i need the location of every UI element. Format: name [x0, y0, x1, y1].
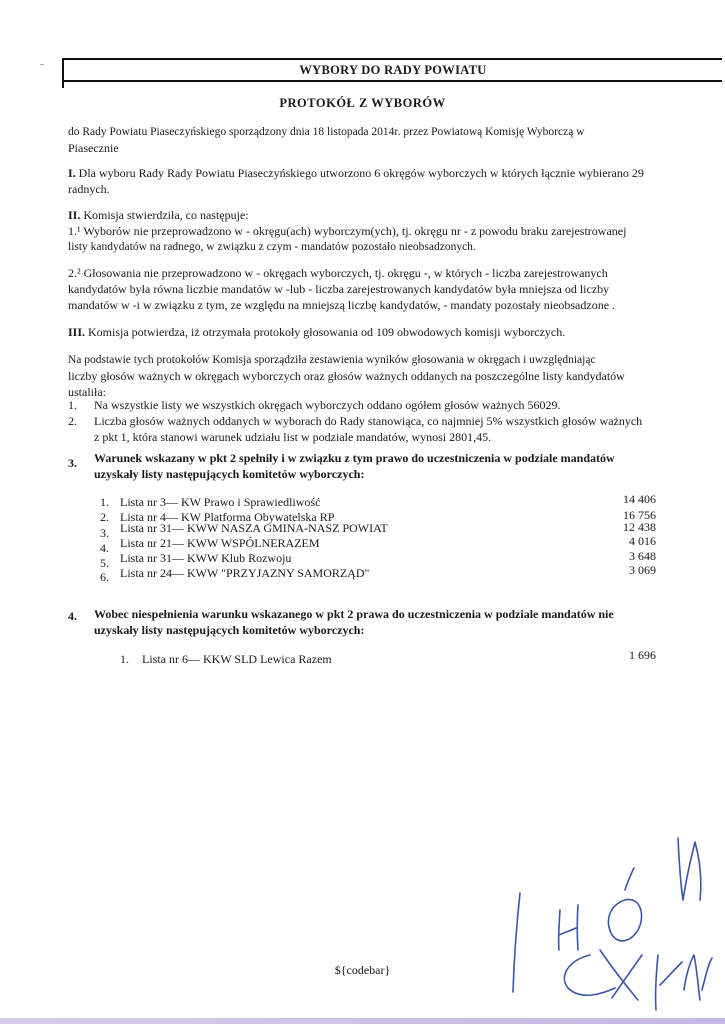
section-2-p1-line-2: listy kandydatów na radnego, w związku z czym - mandatów pozostało nieobsadzonych. — [68, 241, 476, 253]
section-1-line-2: radnych. — [68, 182, 110, 196]
excluded-list-1-label: Lista nr 6— KKW SLD Lewica Razem — [142, 652, 332, 666]
list-row-1-number: 1. — [100, 495, 109, 509]
list-row-4-label: Lista nr 21— KWW WSPÓLNERAZEM — [120, 536, 320, 550]
list-row-6-label: Lista nr 24— KWW "PRZYJAZNY SAMORZĄD" — [120, 566, 370, 580]
intro-line-1: do Rady Powiatu Piaseczyńskiego sporządzony dnia 18 listopada 2014r. przez Powiatową Komisję Wyborczą w — [68, 126, 585, 138]
point-4-heading-line-1: Wobec niespełnienia warunku wskazanego w pkt 2 prawa do uczestniczenia w podziale mandatów nie — [94, 607, 614, 621]
basis-line-1: Na podstawie tych protokołów Komisja sporządziła zestawienia wyników głosowania w okręgach i uwzględniając — [68, 354, 596, 366]
section-2-p2-line-3: mandatów w -i w związku z tym, ze względu na mniejszą liczbę kandydatów, - mandaty pozostały nieobsadzone . — [68, 298, 616, 312]
excluded-list-1-number: 1. — [120, 652, 129, 666]
list-row-3-votes: 12 438 — [623, 520, 656, 534]
list-row-2-label: Lista nr 4— KW Platforma Obywatelska RP — [120, 510, 335, 524]
list-row-4-number: 4. — [100, 541, 109, 555]
list-row-2-number: 2. — [100, 510, 109, 524]
codebar-placeholder: ${codebar} — [334, 963, 391, 977]
section-3-marker: III. — [68, 325, 86, 339]
section-2-p2-line-2: kandydatów była równa liczbie mandatów w -lub - liczba zarejestrowanych kandydatów była mniejsza od liczby — [68, 282, 610, 296]
list-row-4-votes: 4 016 — [629, 534, 656, 548]
finding-2-number: 2. — [68, 414, 77, 428]
protocol-title: PROTOKÓŁ Z WYBORÓW — [279, 96, 446, 110]
basis-line-2: liczby głosów ważnych w okręgach wyborczych oraz głosów ważnych oddanych na poszczególne listy kandydatów — [68, 369, 625, 383]
point-3-number: 3. — [68, 456, 77, 470]
intro-line-2: Piasecznie — [68, 141, 119, 155]
list-row-1-votes: 14 406 — [623, 492, 656, 506]
section-1-marker: I. — [68, 166, 76, 180]
header-title: WYBORY DO RADY POWIATU — [299, 63, 487, 77]
excluded-list-1-votes: 1 696 — [629, 648, 656, 662]
point-3-heading-line-2: uzyskały listy następujących komitetów wyborczych: — [94, 467, 365, 481]
basis-line-3: ustaliła: — [68, 385, 106, 399]
signature-stroke-2 — [559, 905, 578, 950]
list-row-3-label: Lista nr 31— KWW NASZA GMINA-NASZ POWIAT — [120, 521, 388, 535]
finding-2-text-line-2: z pkt 1, która stanowi warunek udziału list w podziale mandatów, wynosi 2801,45. — [94, 430, 492, 444]
signature-stroke-3 — [608, 868, 641, 941]
section-1-text: Dla wyboru Rady Rady Powiatu Piaseczyńskiego utworzono 6 okręgów wyborczych w których łącznie wybierano 29 — [78, 166, 644, 180]
finding-1-text: Na wszystkie listy we wszystkich okręgach wyborczych oddano ogółem głosów ważnych 56029. — [94, 398, 561, 412]
point-4-number: 4. — [68, 609, 77, 623]
section-2-marker: II. — [68, 208, 81, 222]
section-3-text: Komisja potwierdza, iż otrzymała protokoły głosowania od 109 obwodowych komisji wyborczych. — [88, 325, 566, 339]
signature-stroke-4 — [678, 838, 701, 900]
list-row-1-label: Lista nr 3— KW Prawo i Sprawiedliwość — [120, 495, 321, 509]
section-2-p2-line-1: 2.² Głosowania nie przeprowadzono w - okręgach wyborczych, tj. okręgu -, w których - liczba zarejestrowanych — [68, 266, 608, 280]
finding-2-text-line-1: Liczba głosów ważnych oddanych w wyborach do Rady stanowiąca, co najmniej 5% wszystkich głosów ważnych — [94, 414, 643, 428]
list-row-6-votes: 3 069 — [629, 563, 656, 577]
point-3-heading-line-1: Warunek wskazany w pkt 2 spełniły i w związku z tym prawo do uczestniczenia w podziale mandatów — [94, 451, 615, 465]
list-row-5-votes: 3 648 — [629, 549, 656, 563]
section-2-p1-line-1: 1.¹ Wyborów nie przeprowadzono w - okręgu(ach) wyborczym(ych), tj. okręgu nr - z powodu braku zarejestrowanej — [68, 224, 627, 238]
bottom-color-strip — [0, 1018, 725, 1024]
list-row-5-label: Lista nr 31— KWW Klub Rozwoju — [120, 551, 292, 565]
finding-1-number: 1. — [68, 398, 77, 412]
list-row-3-number: 3. — [100, 526, 109, 540]
list-row-6-number: 6. — [100, 570, 109, 584]
list-row-5-number: 5. — [100, 556, 109, 570]
point-4-heading-line-2: uzyskały listy następujących komitetów wyborczych: — [94, 623, 365, 637]
section-2-heading-text: Komisja stwierdziła, co następuje: — [83, 208, 249, 222]
list-row-2-votes: 16 756 — [623, 508, 656, 522]
